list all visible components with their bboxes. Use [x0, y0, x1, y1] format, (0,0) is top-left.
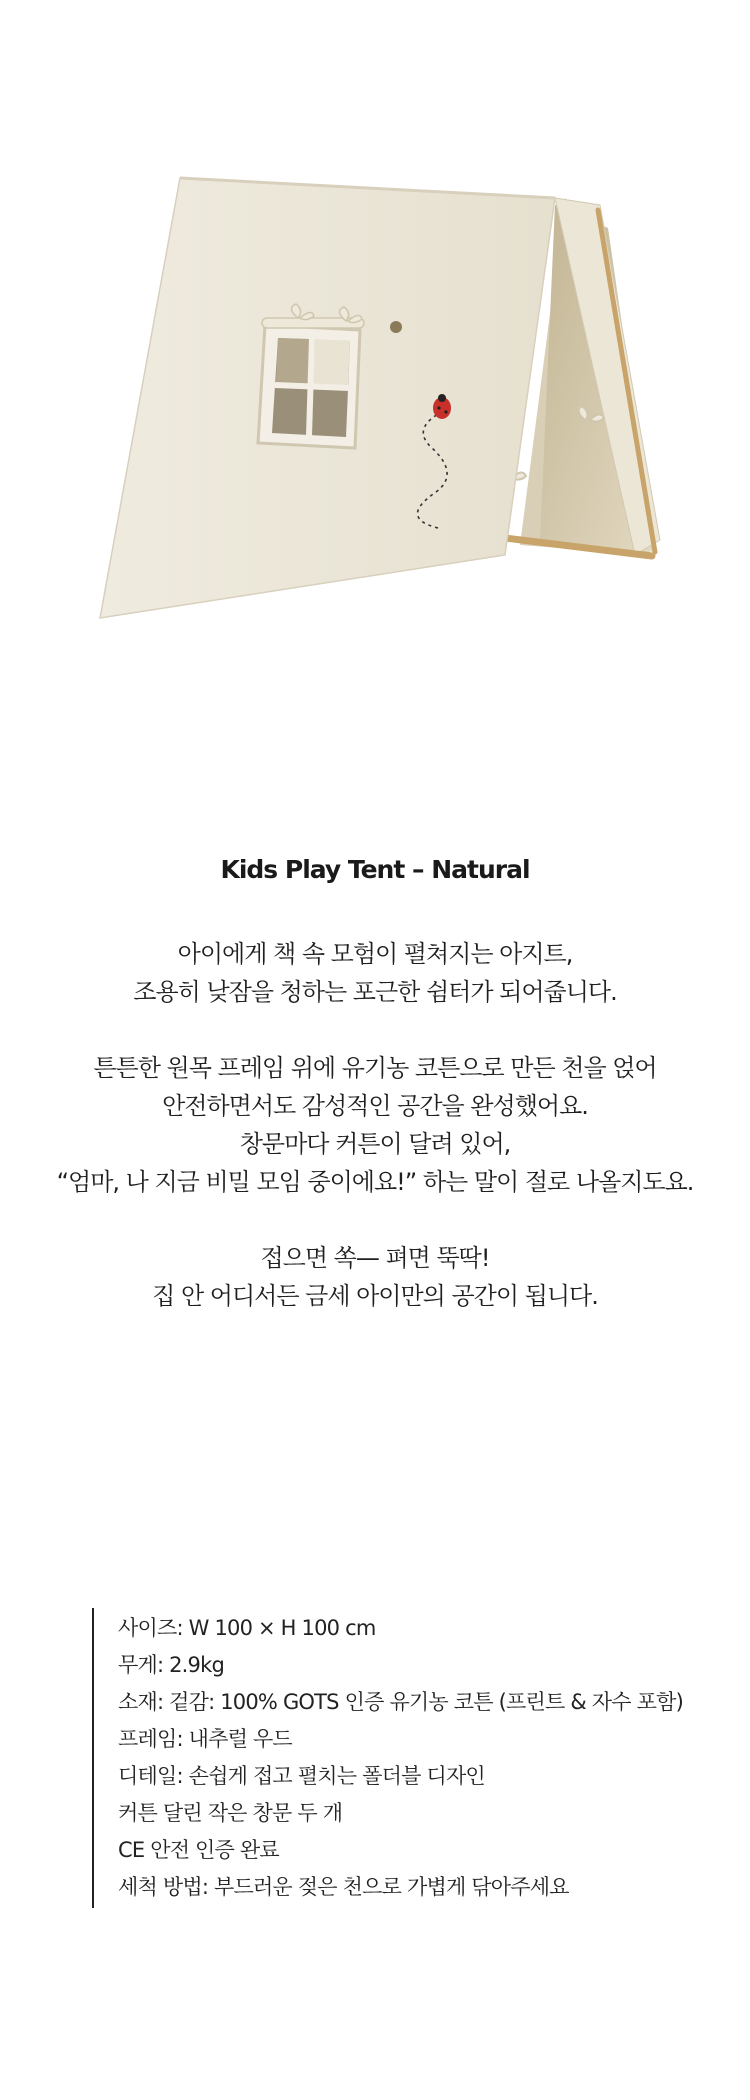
- product-title: Kids Play Tent – Natural: [220, 855, 530, 884]
- description-line: 창문마다 커튼이 달려 있어,: [239, 1130, 511, 1158]
- spec-weight: 무게: 2.9kg: [118, 1653, 225, 1677]
- description-paragraph: [0, 1239, 750, 1315]
- description-paragraph: [0, 1049, 750, 1201]
- spec-frame: 프레임: 내추럴 우드: [118, 1727, 292, 1751]
- description-line: 조용히 낮잠을 청하는 포근한 쉼터가 되어줍니다.: [133, 978, 617, 1006]
- description-line: 안전하면서도 감성적인 공간을 완성했어요.: [162, 1092, 588, 1120]
- spec-window: 커튼 달린 작은 창문 두 개: [118, 1801, 343, 1825]
- description-line: 아이에게 책 속 모험이 펼쳐지는 아지트,: [177, 940, 573, 968]
- spec-care: 세척 방법: 부드러운 젖은 천으로 가볍게 닦아주세요: [118, 1875, 569, 1899]
- product-image: [0, 0, 750, 700]
- spec-detail: 디테일: 손쉽게 접고 펼치는 폴더블 디자인: [118, 1764, 485, 1788]
- spec-size: 사이즈: W 100 × H 100 cm: [118, 1616, 376, 1640]
- spec-list: [92, 1608, 738, 1908]
- tent-illustration: [0, 0, 750, 700]
- spec-certification: CE 안전 인증 완료: [118, 1838, 279, 1862]
- description-line: 접으면 쏙— 펴면 뚝딱!: [260, 1244, 490, 1272]
- description-paragraph: [0, 935, 750, 1011]
- description-line: “엄마, 나 지금 비밀 모임 중이에요!” 하는 말이 절로 나올지도요.: [56, 1168, 694, 1196]
- product-description: [0, 935, 750, 1315]
- window-toggle-icon: [390, 321, 402, 333]
- description-line: 튼튼한 원목 프레임 위에 유기농 코튼으로 만든 천을 얹어: [93, 1054, 657, 1082]
- description-line: 집 안 어디서든 금세 아이만의 공간이 됩니다.: [152, 1282, 598, 1310]
- spec-material: 소재: 겉감: 100% GOTS 인증 유기농 코튼 (프린트 & 자수 포함): [118, 1690, 684, 1714]
